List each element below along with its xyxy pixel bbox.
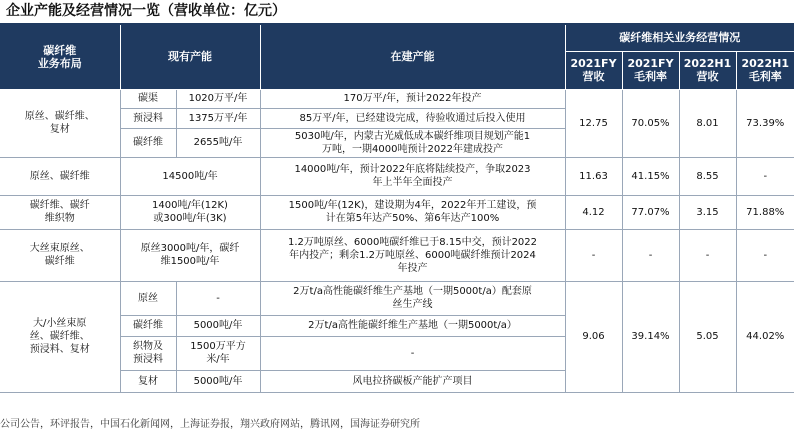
building-line: 14000吨/年，预计2022年底将陆续投产，争取2023	[294, 164, 531, 175]
product-type: 碳渠	[120, 89, 176, 108]
header-existing: 现有产能	[120, 25, 260, 89]
existing-capacity: -	[176, 281, 260, 315]
layout-line: 维织物	[44, 213, 75, 224]
margin-2022h1: 73.39%	[736, 89, 794, 157]
header-col-1	[565, 51, 622, 89]
table-row	[0, 195, 794, 229]
layout-line: 复材	[49, 124, 70, 135]
existing-capacity: 2655吨/年	[176, 128, 260, 157]
layout-line: 预浸料、复材	[29, 344, 90, 355]
margin-2021: 39.14%	[622, 281, 679, 392]
layout-line: 大丝束原丝、	[29, 243, 90, 254]
building-line: 1500吨/年(12K)，建设期为4年，2022年开工建设，预	[288, 200, 537, 211]
product-type: 原丝	[120, 281, 176, 315]
header-col-2	[622, 51, 679, 89]
header-col-period: 2021FY	[627, 57, 674, 70]
existing-capacity	[120, 229, 260, 281]
building-capacity: -	[260, 336, 565, 370]
type-line: 预浸料	[133, 354, 163, 365]
existing-capacity: 1020万平/年	[176, 89, 260, 108]
layout-line: 碳纤维、碳纤	[29, 200, 90, 211]
header-col-metric: 营收	[696, 70, 719, 83]
product-type: 预浸料	[120, 108, 176, 128]
header-col-4	[736, 51, 794, 89]
building-capacity	[260, 157, 565, 195]
capacity-line: 原丝3000吨/年，碳纤	[140, 243, 240, 254]
header-building: 在建产能	[260, 25, 565, 89]
capacity-line: 1400吨/年(12K)	[152, 200, 228, 211]
layout-cell	[0, 229, 120, 281]
revenue-2022h1: 8.01	[679, 89, 736, 157]
header-col-3	[679, 51, 736, 89]
header-col-period: 2021FY	[570, 57, 617, 70]
header-layout	[0, 25, 120, 89]
capacity-line: 米/年	[206, 354, 230, 365]
building-line: 1.2万吨原丝、6000吨碳纤维已于8.15中交，预计2022	[287, 236, 538, 248]
revenue-2022h1: 3.15	[679, 195, 736, 229]
margin-2022h1: -	[736, 229, 794, 281]
type-line: 织物及	[133, 341, 163, 352]
layout-line: 碳纤维	[44, 256, 75, 267]
margin-2021: 41.15%	[622, 157, 679, 195]
header-col-period: 2022H1	[741, 57, 789, 70]
existing-capacity: 14500吨/年	[120, 157, 260, 195]
revenue-2022h1: -	[679, 229, 736, 281]
product-type: 碳纤维	[120, 315, 176, 336]
building-capacity	[260, 128, 565, 157]
table-row	[0, 281, 794, 315]
building-line: 2万t/a高性能碳纤维生产基地（一期5000t/a）配套原	[293, 286, 532, 297]
building-capacity	[260, 229, 565, 281]
product-type: 复材	[120, 370, 176, 392]
capacity-line: 1500万平方	[190, 341, 246, 352]
building-line: 年上半年全面投产	[372, 177, 453, 188]
building-line: 万吨，一期4000吨预计2022年建成投产	[322, 143, 503, 155]
table-row	[0, 157, 794, 195]
margin-2022h1: -	[736, 157, 794, 195]
header-layout-line: 业务布局	[37, 56, 82, 70]
margin-2022h1: 44.02%	[736, 281, 794, 392]
product-type	[120, 336, 176, 370]
header-col-metric: 毛利率	[748, 70, 782, 83]
existing-capacity	[176, 336, 260, 370]
layout-line: 大/小丝束原	[33, 318, 87, 329]
layout-cell	[0, 281, 120, 392]
revenue-2021: 4.12	[565, 195, 622, 229]
layout-line: 丝、碳纤维、	[29, 331, 90, 342]
building-line: 丝生产线	[392, 299, 433, 310]
building-line: 5030吨/年，内蒙古光威低成本碳纤维项目规划产能1	[294, 130, 531, 142]
existing-capacity: 1375万平/年	[176, 108, 260, 128]
revenue-2022h1: 8.55	[679, 157, 736, 195]
layout-cell	[0, 195, 120, 229]
existing-capacity: 5000吨/年	[176, 315, 260, 336]
revenue-2021: 12.75	[565, 89, 622, 157]
table-row	[0, 89, 794, 108]
revenue-2021: -	[565, 229, 622, 281]
capacity-table	[0, 25, 794, 393]
margin-2021: 77.07%	[622, 195, 679, 229]
margin-2021: -	[622, 229, 679, 281]
building-capacity: 风电拉挤碳板产能扩产项目	[260, 370, 565, 392]
revenue-2022h1: 5.05	[679, 281, 736, 392]
header-col-period: 2022H1	[683, 57, 732, 70]
layout-line: 原丝、碳纤维、	[24, 111, 95, 122]
header-group: 碳纤维相关业务经营情况	[565, 25, 794, 51]
existing-capacity	[120, 195, 260, 229]
source-note: 公司公告，环评报告，中国石化新闻网，上海证券报，翔兴政府网站，腾讯网，国海证券研究所	[0, 419, 420, 430]
building-capacity	[260, 281, 565, 315]
margin-2022h1: 71.88%	[736, 195, 794, 229]
building-capacity	[260, 195, 565, 229]
building-capacity: 85万平/年，已经建设完成，待验收通过后投入使用	[260, 108, 565, 128]
product-type: 碳纤维	[120, 128, 176, 157]
layout-cell	[0, 89, 120, 157]
building-capacity: 170万平/年，预计2022年投产	[260, 89, 565, 108]
page-title: 企业产能及经营情况一览（营收单位：亿元）	[6, 3, 286, 19]
header-col-metric: 营收	[582, 70, 605, 83]
building-line: 年内投产；剩余1.2万吨原丝、6000吨碳纤维预计2024	[289, 249, 536, 261]
revenue-2021: 11.63	[565, 157, 622, 195]
revenue-2021: 9.06	[565, 281, 622, 392]
table-row	[0, 229, 794, 281]
capacity-line: 或300吨/年(3K)	[153, 213, 227, 224]
capacity-line: 维1500吨/年	[160, 256, 220, 267]
existing-capacity: 5000吨/年	[176, 370, 260, 392]
building-line: 计在第5年达产50%、第6年达产100%	[325, 213, 500, 224]
margin-2021: 70.05%	[622, 89, 679, 157]
building-line: 年投产	[397, 262, 428, 274]
building-capacity: 2万t/a高性能碳纤维生产基地（一期5000t/a）	[260, 315, 565, 336]
header-layout-line: 碳纤维	[43, 43, 77, 57]
layout-cell: 原丝、碳纤维	[0, 157, 120, 195]
header-col-metric: 毛利率	[634, 70, 667, 83]
